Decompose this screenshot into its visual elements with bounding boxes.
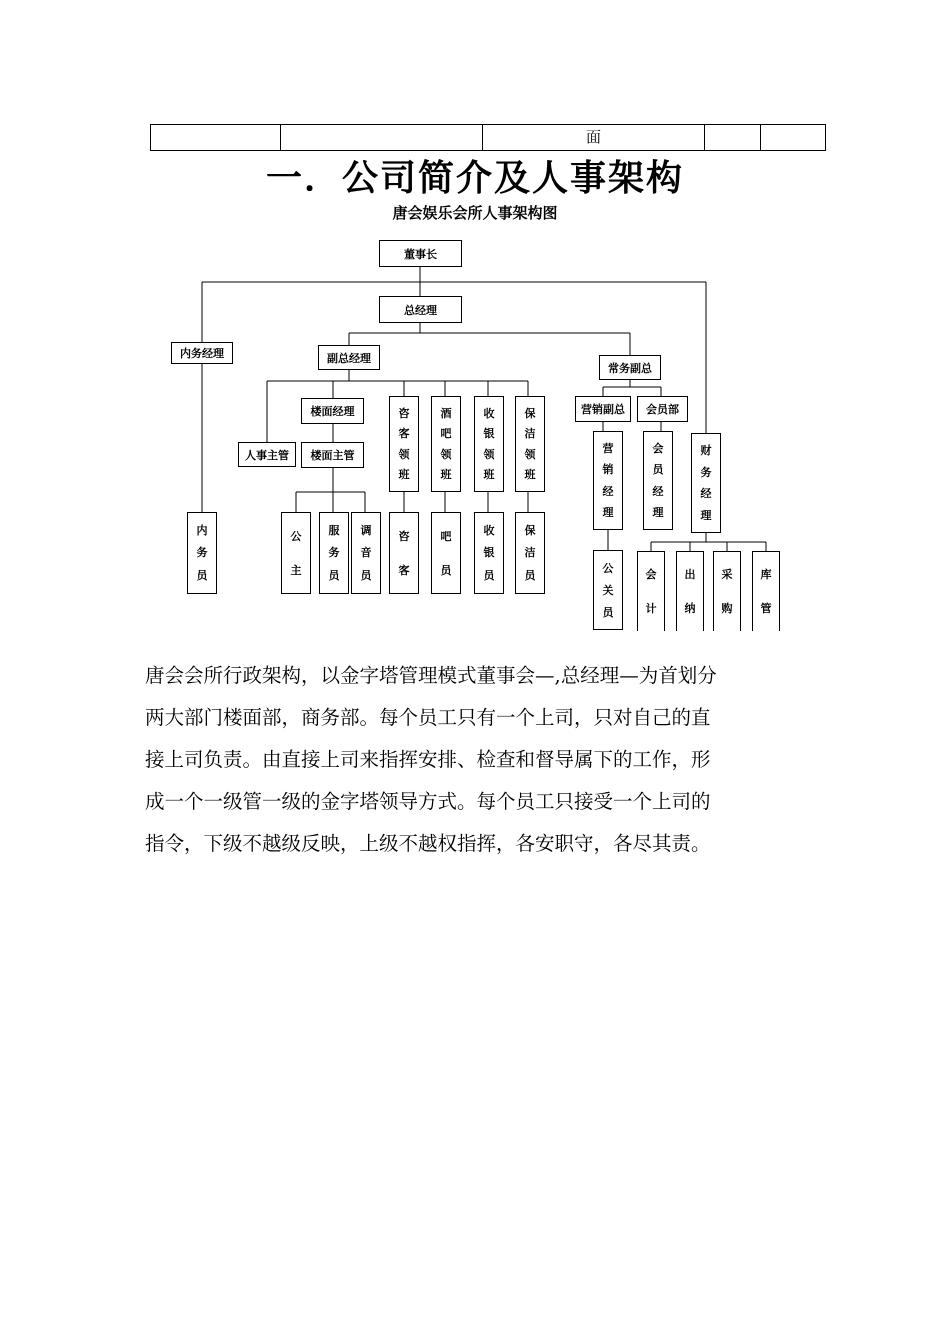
org-node-char: 计	[645, 601, 657, 615]
org-node-char: 关	[602, 583, 614, 597]
org-node-char: 员	[524, 569, 536, 583]
org-node-char: 会	[645, 568, 657, 582]
org-node-char: 采	[721, 568, 733, 582]
org-node-sound-tech	[351, 512, 381, 594]
org-node-char: 员	[602, 605, 614, 619]
org-node-membership-manager	[643, 431, 673, 530]
org-node-char: 客	[398, 427, 410, 441]
org-node-membership-dept: 会员部	[637, 396, 688, 422]
body-line: 成一个一级管一级的金字塔领导方式。每个员工只接受一个上司的	[145, 790, 711, 813]
org-node-cashier-lead	[474, 396, 504, 492]
org-node-char: 经	[652, 484, 664, 498]
org-node-receptionist	[389, 512, 419, 594]
org-node-char: 音	[360, 546, 372, 560]
org-node-char: 银	[483, 427, 495, 441]
org-node-char: 领	[440, 447, 452, 461]
header-cell: 面	[483, 125, 705, 151]
org-node-char: 员	[328, 569, 340, 583]
org-node-purchasing	[713, 551, 741, 631]
org-node-hr-supervisor: 人事主管	[238, 442, 296, 467]
org-node-char: 员	[196, 569, 208, 583]
org-node-hostess	[281, 512, 311, 594]
org-node-cleaning-lead	[515, 396, 545, 492]
org-node-char: 财	[700, 444, 712, 458]
org-node-internal-manager: 内务经理	[171, 342, 233, 364]
org-node-char: 保	[524, 523, 536, 537]
body-line: 两大部门楼面部，商务部。每个员工只有一个上司，只对自己的直	[145, 706, 711, 729]
org-node-char: 公	[602, 561, 614, 575]
org-node-char: 保	[524, 406, 536, 420]
org-node-char: 主	[290, 563, 302, 577]
body-line: 唐会会所行政架构，以金字塔管理模式董事会—,总经理—为首划分	[145, 664, 717, 687]
org-node-char: 营	[602, 442, 614, 456]
body-line: 接上司负责。由直接上司来指挥安排、检查和督导属下的工作，形	[145, 748, 711, 771]
org-node-bartender	[431, 512, 461, 594]
org-node-char: 理	[602, 505, 614, 519]
org-node-char: 洁	[524, 427, 536, 441]
org-node-waiter	[319, 512, 349, 594]
org-node-char: 务	[196, 546, 208, 560]
org-node-char: 班	[483, 468, 495, 482]
org-node-char: 经	[602, 484, 614, 498]
org-node-char: 班	[398, 468, 410, 482]
org-node-vice-gm: 副总经理	[318, 345, 380, 370]
org-node-char: 收	[483, 406, 495, 420]
org-node-cleaner	[515, 512, 545, 594]
org-node-char: 班	[524, 468, 536, 482]
document-title: 一．公司简介及人事架构	[265, 158, 684, 199]
org-node-floor-manager: 楼面经理	[301, 398, 364, 424]
org-node-char: 吧	[440, 529, 452, 543]
org-node-reception-lead	[389, 396, 419, 492]
org-node-char: 班	[440, 468, 452, 482]
org-node-char: 内	[196, 523, 208, 537]
org-node-storekeeper	[752, 551, 780, 631]
org-node-floor-supervisor: 楼面主管	[301, 442, 364, 468]
org-node-finance-manager	[691, 433, 721, 533]
org-node-char: 洁	[524, 546, 536, 560]
org-node-char: 员	[652, 463, 664, 477]
org-node-char: 销	[602, 463, 614, 477]
org-node-char: 领	[483, 447, 495, 461]
org-node-char: 公	[290, 529, 302, 543]
org-node-accountant	[637, 551, 665, 631]
org-node-bar-lead	[431, 396, 461, 492]
org-node-char: 库	[760, 568, 772, 582]
org-node-char: 客	[398, 563, 410, 577]
org-node-char: 收	[483, 523, 495, 537]
org-node-char: 服	[328, 523, 340, 537]
org-node-executive-vp: 常务副总	[599, 355, 661, 380]
org-node-char: 咨	[398, 406, 410, 420]
org-node-internal-staff	[187, 512, 217, 594]
org-node-char: 务	[328, 546, 340, 560]
org-node-char: 管	[760, 601, 772, 615]
org-node-char: 领	[398, 447, 410, 461]
org-node-char: 吧	[440, 427, 452, 441]
org-chart-title: 唐会娱乐会所人事架构图	[392, 204, 558, 222]
org-node-general-manager: 总经理	[379, 296, 462, 323]
org-node-teller	[676, 551, 704, 631]
org-node-char: 咨	[398, 529, 410, 543]
org-node-pr-staff	[593, 550, 623, 630]
org-node-char: 员	[483, 569, 495, 583]
org-node-char: 理	[652, 505, 664, 519]
org-node-char: 员	[440, 563, 452, 577]
org-node-char: 酒	[440, 406, 452, 420]
org-node-char: 经	[700, 487, 712, 501]
body-line: 指令，下级不越级反映，上级不越权指挥，各安职守，各尽其责。	[145, 832, 711, 855]
org-node-char: 出	[684, 568, 696, 582]
org-node-cashier	[474, 512, 504, 594]
org-node-char: 务	[700, 465, 712, 479]
org-node-char: 理	[700, 508, 712, 522]
org-node-char: 调	[360, 523, 372, 537]
org-node-marketing-manager	[593, 431, 623, 530]
body-paragraph	[145, 655, 810, 865]
org-chart	[0, 0, 950, 640]
org-node-char: 纳	[684, 601, 696, 615]
org-node-char: 银	[483, 546, 495, 560]
org-node-char: 购	[721, 601, 733, 615]
org-node-char: 会	[652, 442, 664, 456]
org-node-char: 领	[524, 447, 536, 461]
org-node-marketing-vp: 营销副总	[575, 396, 631, 422]
org-node-char: 员	[360, 569, 372, 583]
org-node-chairman: 董事长	[379, 240, 462, 267]
